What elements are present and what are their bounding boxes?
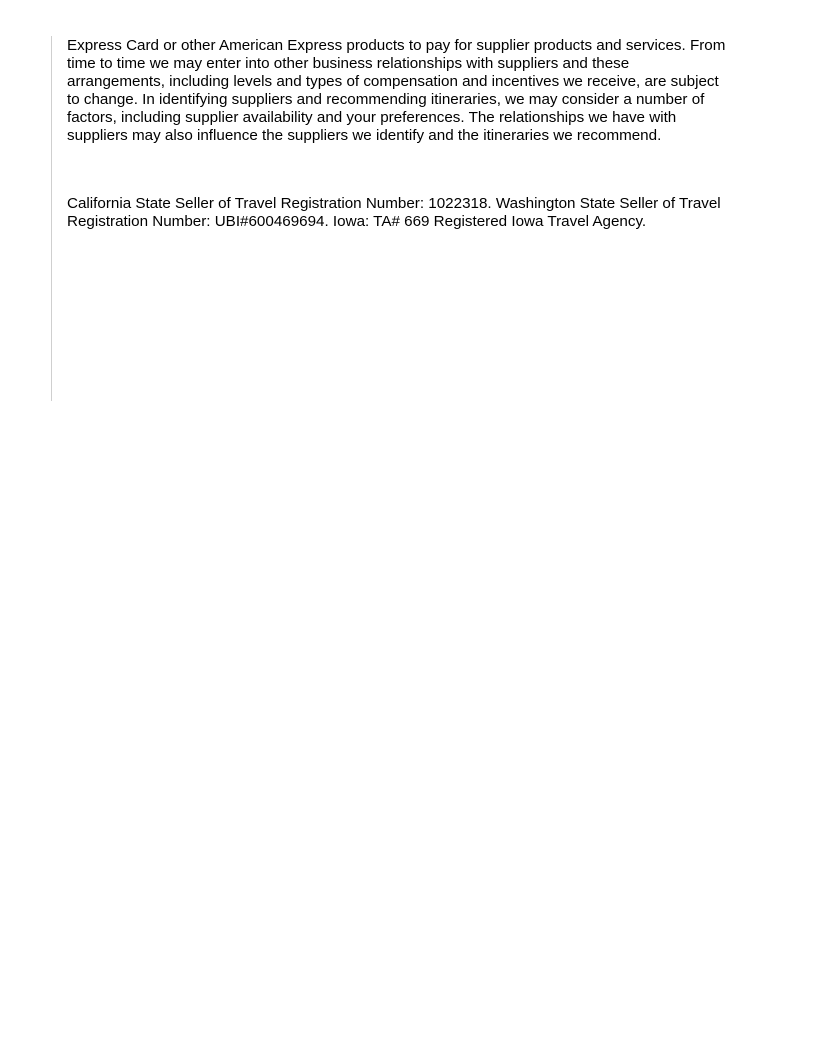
supplier-disclosure-paragraph: Express Card or other American Express products to pay for supplier products and services. From time to time we may enter into other business relationships with suppliers and these arrangements, including levels and types of compensation and incentives we receive, are subject to change. In identifying suppliers and recommending itineraries, we may consider a number of factors, including supplier availability and your preferences. The relationships we have with suppliers may also influence the suppliers we identify and the itineraries we recommend. [67, 37, 726, 144]
seller-of-travel-registration-paragraph: California State Seller of Travel Registration Number: 1022318. Washington State Seller of Travel Registration Number: UBI#600469694. Iowa: TA# 669 Registered Iowa Travel Agency. [67, 195, 721, 230]
document-body [51, 36, 771, 401]
